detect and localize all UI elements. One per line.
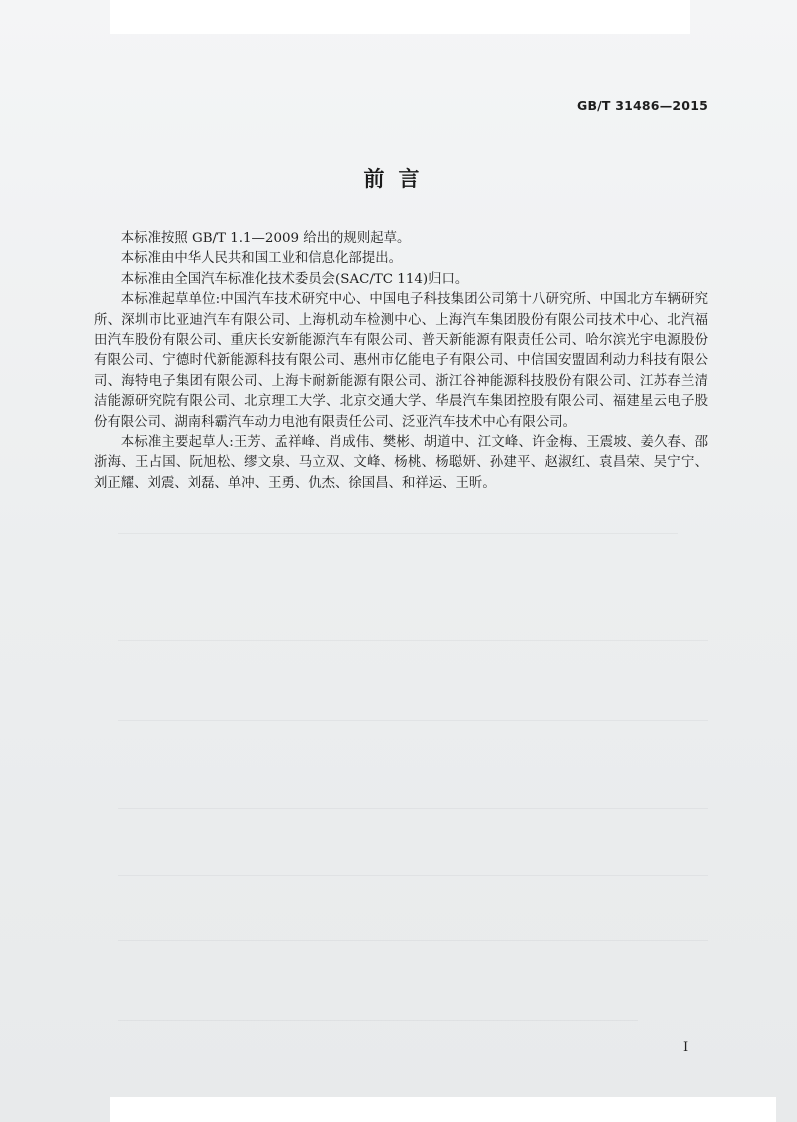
bleed-through-line [118, 1020, 638, 1022]
page-number: I [683, 1040, 689, 1055]
page-title: 前言 [363, 167, 434, 191]
bleed-through-line [118, 640, 708, 642]
scan-top-mask [110, 0, 690, 34]
paragraph-under-jurisdiction: 本标准由全国汽车标准化技术委员会(SAC/TC 114)归口。 [120, 271, 469, 287]
foreword-body [94, 229, 708, 494]
bleed-through-line [118, 875, 708, 877]
paragraph-drafting-organizations: 本标准起草单位:中国汽车技术研究中心、中国电子科技集团公司第十八研究所、中国北方车辆研究所、深圳市比亚迪汽车有限公司、上海机动车检测中心、上海汽车集团股份有限公司技术中心、北汽福田汽车股份有限公司、重庆长安新能源汽车有限公司、普天新能源有限责任公司、哈尔滨光宇电源股份有限公司、宁德时代新能源科技有限公司、惠州市亿能电子有限公司、中信国安盟固利动力科技有限公司、海特电子集团有限公司、上海卡耐新能源有限公司、浙江谷神能源科技股份有限公司、江苏春兰清洁能源研究院有限公司、北京理工大学、北京交通大学、华晨汽车集团控股有限公司、福建星云电子股份有限公司、湖南科霸汽车动力电池有限责任公司、泛亚汽车技术中心有限公司。 [94, 292, 708, 430]
bleed-through-line [118, 808, 708, 810]
paragraph-proposed-by: 本标准由中华人民共和国工业和信息化部提出。 [120, 251, 402, 267]
bleed-through-line [118, 720, 708, 722]
paragraph-main-drafters: 本标准主要起草人:王芳、孟祥峰、肖成伟、樊彬、胡道中、江文峰、许金梅、王震坡、姜久春、邵浙海、王占国、阮旭松、缪文泉、马立双、文峰、杨桃、杨聪妍、孙建平、赵淑红、袁昌荣、吴宁宁、刘正耀、刘震、刘磊、单冲、王勇、仇杰、徐国昌、和祥运、王昕。 [94, 435, 708, 491]
bleed-through-line [118, 533, 678, 535]
standard-number: GB/T 31486—2015 [576, 98, 708, 113]
paragraph-drafting-rules: 本标准按照 GB/T 1.1—2009 给出的规则起草。 [120, 231, 411, 246]
scan-bottom-mask [110, 1097, 776, 1122]
bleed-through-line [118, 940, 708, 942]
